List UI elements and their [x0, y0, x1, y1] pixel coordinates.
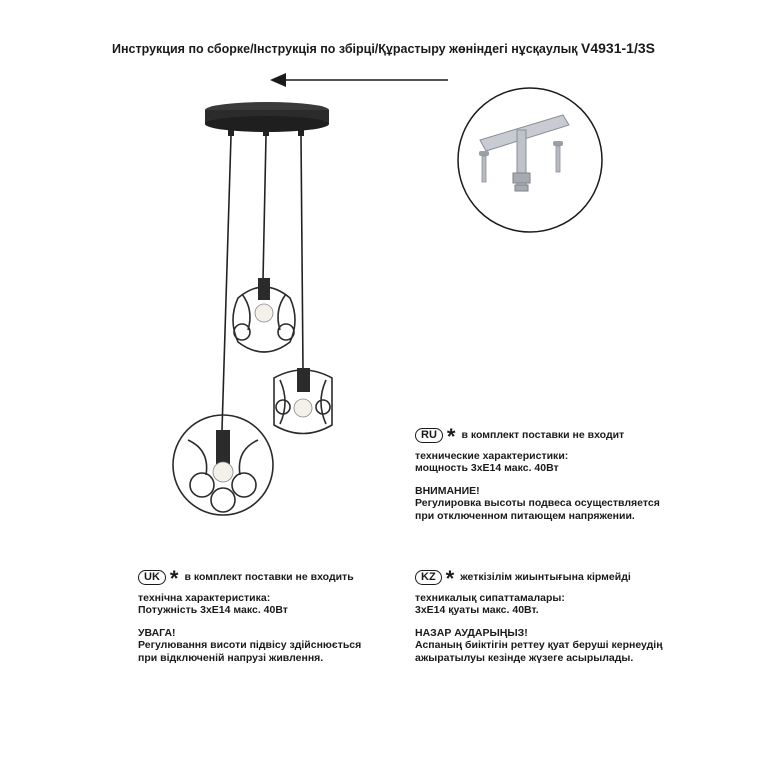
mounting-kit-inset [455, 85, 605, 235]
lamp-cage-bottom [173, 415, 273, 515]
kz-warning-line1: Аспаның биіктігін реттеу қуат беруші кернеудің [415, 639, 663, 651]
lang-badge-uk: UK [138, 570, 166, 585]
ru-warning-line1: Регулировка высоты подвеса осуществляется [415, 497, 660, 509]
kz-section [415, 566, 663, 664]
lang-badge-ru: RU [415, 428, 443, 443]
asterisk-icon: * [169, 566, 179, 591]
uk-spec-value: Потужність 3хЕ14 макс. 40Вт [138, 604, 288, 616]
model-code: V4931-1/3S [581, 40, 655, 56]
lamp-cage-right [274, 368, 332, 434]
pendant-lamp-illustration [150, 80, 450, 540]
lang-badge-kz: KZ [415, 570, 442, 585]
uk-section [138, 566, 362, 664]
kz-not-included: жеткізілім жиынтығына кірмейді [460, 571, 631, 583]
uk-warning-line1: Регулювання висоти підвісу здійснюється [138, 639, 362, 651]
uk-warning-heading: УВАГА! [138, 626, 176, 639]
uk-spec-heading: технічна характеристика: [138, 591, 271, 604]
uk-not-included: в комплект поставки не входить [184, 571, 354, 583]
title-text: Инструкция по сборке/Інструкція по збірці/Құрастыру жөніндегі нұсқаулық [112, 42, 578, 56]
ru-warning-heading: ВНИМАНИЕ! [415, 484, 480, 497]
ru-not-included: в комплект поставки не входит [461, 429, 625, 441]
ru-section [415, 424, 660, 522]
lamp-cage-top [233, 278, 295, 352]
kz-warning-line2: ажыратылуы кезінде жүзеге асырылады. [415, 651, 634, 664]
left-arrow-icon [270, 70, 450, 90]
ru-warning-line2: при отключенном питающем напряжении. [415, 509, 635, 522]
document-title [0, 40, 767, 56]
asterisk-icon: * [445, 566, 455, 591]
kz-warning-heading: НАЗАР АУДАРЫҢЫЗ! [415, 626, 528, 639]
uk-warning-line2: при відключеній напрузі живлення. [138, 651, 324, 664]
kz-spec-value: 3хЕ14 қуаты макс. 40Вт. [415, 604, 539, 616]
ru-spec-heading: технические характеристики: [415, 449, 569, 462]
ru-spec-value: мощность 3хЕ14 макс. 40Вт [415, 462, 559, 474]
kz-spec-heading: техникалық сипаттамалары: [415, 591, 565, 604]
asterisk-icon: * [446, 424, 456, 449]
